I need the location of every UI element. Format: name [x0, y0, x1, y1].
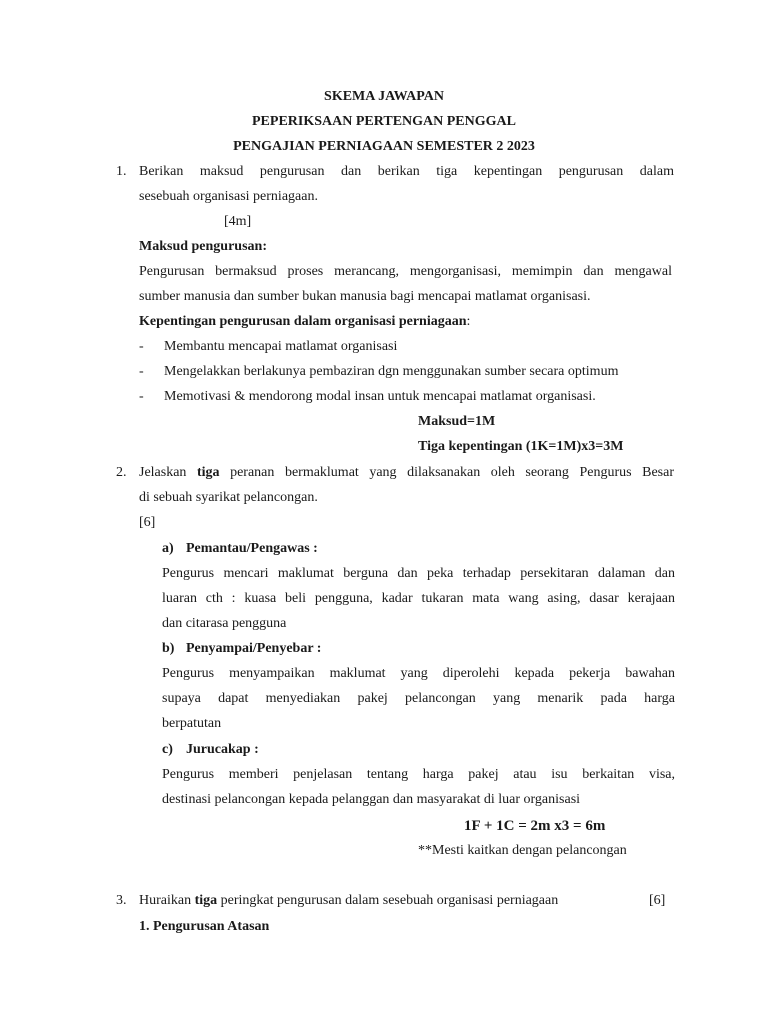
q1-bullet-1: -	[139, 339, 144, 354]
q1-question-line1: Berikan maksud pengurusan dan berikan tiga kepentingan pengurusan dalam	[139, 164, 674, 179]
q2b-label: b)	[162, 641, 175, 656]
q2c-title: Jurucakap :	[186, 742, 259, 757]
q2c-label: c)	[162, 742, 173, 757]
q2b-title: Penyampai/Penyebar :	[186, 641, 322, 656]
q1-bullet-2: -	[139, 364, 144, 379]
q2c-line1: Pengurus memberi penjelasan tentang harga pakej atau isu berkaitan visa,	[162, 767, 675, 782]
q2-question-line2: di sebuah syarikat pelancongan.	[139, 490, 318, 505]
q2b-line1: Pengurus menyampaikan maklumat yang diperolehi kepada pekerja bawahan	[162, 666, 675, 681]
q1-point-1: Membantu mencapai matlamat organisasi	[164, 339, 398, 354]
q3-question-bold: tiga	[194, 893, 218, 908]
q2a-line3: dan citarasa pengguna	[162, 616, 287, 631]
doc-title: SKEMA JAWAPAN	[324, 89, 444, 104]
q1-kepentingan-heading-line	[139, 313, 470, 331]
q1-maksud-heading: Maksud pengurusan:	[139, 239, 267, 254]
q2-question-text-b: peranan bermaklumat yang dilaksanakan oleh seorang Pengurus Besar	[219, 465, 674, 480]
q2c-line2: destinasi pelancongan kepada pelanggan dan masyarakat di luar organisasi	[162, 792, 581, 807]
doc-subtitle-subject: PENGAJIAN PERNIAGAAN SEMESTER 2 2023	[233, 139, 535, 154]
q2b-line3: berpatutan	[162, 716, 222, 731]
q2b-line2: supaya dapat menyediakan pakej pelancongan yang menarik pada harga	[162, 691, 675, 706]
q3-marks: [6]	[649, 893, 666, 908]
q2-question-text-a: Jelaskan	[139, 465, 197, 480]
doc-subtitle-exam: PEPERIKSAAN PERTENGAN PENGGAL	[252, 114, 516, 129]
q2a-title: Pemantau/Pengawas :	[186, 541, 318, 556]
q2a-label: a)	[162, 541, 174, 556]
q2-question-line1	[139, 464, 674, 482]
q2-number: 2.	[116, 465, 127, 480]
q1-number: 1.	[116, 164, 127, 179]
q1-marks: [4m]	[224, 214, 252, 229]
q1-scheme-kepentingan: Tiga kepentingan (1K=1M)x3=3M	[418, 439, 624, 454]
q1-kepentingan-colon: :	[466, 314, 471, 329]
q1-point-3: Memotivasi & mendorong modal insan untuk mencapai matlamat organisasi.	[164, 389, 596, 404]
q3-sub-heading-1: 1. Pengurusan Atasan	[139, 919, 270, 934]
q3-question	[139, 892, 558, 910]
q3-number: 3.	[116, 893, 127, 908]
q1-kepentingan-heading: Kepentingan pengurusan dalam organisasi perniagaan	[139, 314, 467, 329]
q2a-line2: luaran cth : kuasa beli pengguna, kadar tukaran mata wang asing, dasar kerajaan	[162, 591, 675, 606]
q1-maksud-line1: Pengurusan bermaksud proses merancang, mengorganisasi, memimpin dan mengawal	[139, 264, 672, 279]
q2-marks: [6]	[139, 515, 156, 530]
q1-maksud-line2: sumber manusia dan sumber bukan manusia bagi mencapai matlamat organisasi.	[139, 289, 591, 304]
q3-question-text-b: peringkat pengurusan dalam sesebuah organisasi perniagaan	[217, 893, 559, 908]
q2-note: **Mesti kaitkan dengan pelancongan	[418, 843, 627, 858]
q1-scheme-maksud: Maksud=1M	[418, 414, 496, 429]
q2-question-bold: tiga	[196, 465, 220, 480]
q3-question-text-a: Huraikan	[139, 893, 195, 908]
q1-point-2: Mengelakkan berlakunya pembaziran dgn menggunakan sumber secara optimum	[164, 364, 619, 379]
q2a-line1: Pengurus mencari maklumat berguna dan peka terhadap persekitaran dalaman dan	[162, 566, 675, 581]
q1-bullet-3: -	[139, 389, 144, 404]
q2-scheme: 1F + 1C = 2m x3 = 6m	[464, 818, 606, 834]
q1-question-line2: sesebuah organisasi perniagaan.	[139, 189, 318, 204]
